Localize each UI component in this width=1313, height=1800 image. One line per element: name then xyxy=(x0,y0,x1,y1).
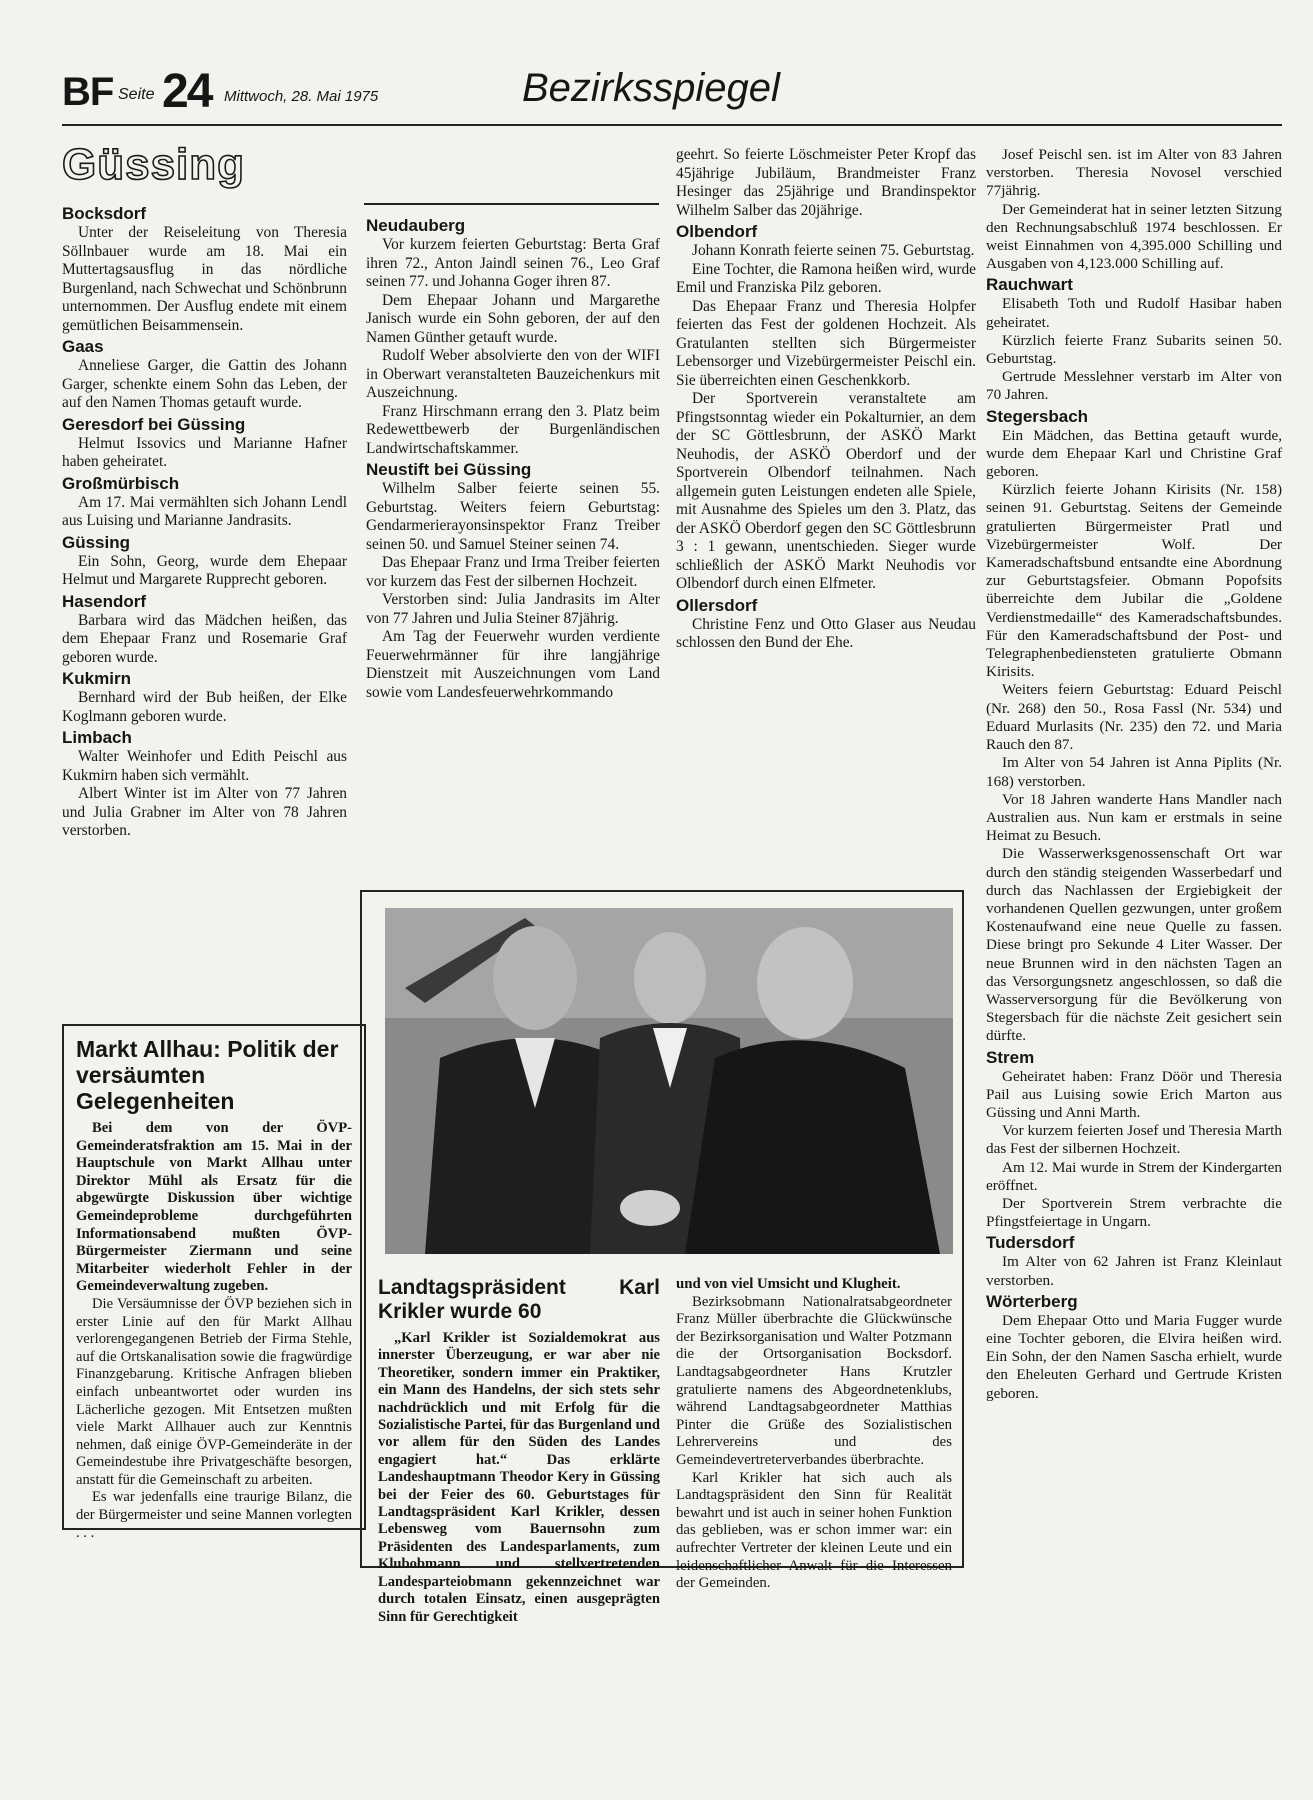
heading-rauchwart: Rauchwart xyxy=(986,275,1073,295)
issue-date: Mittwoch, 28. Mai 1975 xyxy=(224,88,379,105)
text-olbendorf-2: Eine Tochter, die Ramona heißen wird, wurde Emil und Franziska Pilz geboren. xyxy=(676,260,976,296)
heading-geresdorf: Geresdorf bei Güssing xyxy=(62,414,246,434)
heading-hasendorf: Hasendorf xyxy=(62,591,147,611)
text-stegersbach-1: Ein Mädchen, das Bettina getauft wurde, wurde dem Ehepaar Karl und Christine Graf geboren. xyxy=(986,426,1282,481)
text-tudersdorf: Im Alter von 62 Jahren ist Franz Kleinlaut verstorben. xyxy=(986,1253,1282,1289)
text-rauchwart-2: Kürzlich feierte Franz Subarits seinen 50. Geburtstag. xyxy=(986,331,1282,368)
heading-neudauberg: Neudauberg xyxy=(366,216,466,235)
text-continued-death: Josef Peischl sen. ist im Alter von 83 Jahren verstorben. Theresia Novosel verschied 77jährig. xyxy=(986,146,1282,200)
text-neudauberg-4: Franz Hirschmann errang den 3. Platz beim Redewettbewerb der Burgenländischen Landwirtschaftskammer. xyxy=(366,402,660,457)
text-neustift-4: Am Tag der Feuerwehr wurden verdiente Feuerwehrmänner für ihre langjährige Dienstzeit mit Auszeichnungen vom Land sowie vom Landesfeuerwehrkommando xyxy=(366,628,660,701)
article-krikler-paragraph-2: Karl Krikler hat sich auch als Landtagspräsident den Sinn für Realität bewahrt und ist auch in seiner hohen Funktion das geblieben, was er schon immer war: ein aufrechter Vertreter der kleinen Leute und ein leidenschaftlicher Anwalt für die Interessen der Gemeinden. xyxy=(676,1469,952,1592)
box-title: Markt Allhau: Politik der versäumten Gelegenheiten xyxy=(76,1036,339,1114)
heading-tudersdorf: Tudersdorf xyxy=(986,1233,1075,1253)
heading-limbach: Limbach xyxy=(62,728,132,747)
section-title: Bezirksspiegel xyxy=(522,66,780,110)
text-continued-honors: geehrt. So feierte Löschmeister Peter Kropf das 45jährige Jubiläum, Brandmeister Franz Hesinger das 25jährige und Brandinspektor Wilhelm Salber das 20jährige. xyxy=(676,146,976,219)
text-neustift-1: Wilhelm Salber feierte seinen 55. Geburtstag. Weiters feiern Geburtstag: Gendarmerierayonsinspektor Franz Treiber seinen 50. und Samuel Steiner seinen 74. xyxy=(366,480,660,553)
text-limbach-1: Walter Weinhofer und Edith Peischl aus Kukmirn haben sich vermählt. xyxy=(62,748,347,784)
heading-stegersbach: Stegersbach xyxy=(986,406,1089,426)
text-kukmirn: Bernhard wird der Bub heißen, der Elke Koglmann geboren wurde. xyxy=(62,689,347,725)
text-neustift-3: Verstorben sind: Julia Jandrasits im Alter von 77 Jahren und Julia Steiner 87jährig. xyxy=(366,591,660,627)
text-strem-2: Vor kurzem feierten Josef und Theresia Marth das Fest der silbernen Hochzeit. xyxy=(986,1122,1282,1158)
box-lead: Bei dem von der ÖVP-Gemeinderatsfraktion am 15. Mai in der Hauptschule von Markt Allhau unter Direktor Mühl als Ersatz für die abgewürgte Diskussion über wichtige Gemeindeprobleme durchgeführten Informationsabend mußten ÖVP-Bürgermeister Ziermann und seine Mitarbeiter wiederholt Fehler in der Gemeindeverwaltung zugeben. xyxy=(76,1120,352,1295)
text-hasendorf: Barbara wird das Mädchen heißen, das dem Ehepaar Franz und Rosemarie Graf geboren wurde. xyxy=(62,611,347,666)
text-olbendorf-4: Der Sportverein veranstaltete am Pfingstsonntag wieder ein Pokalturnier, an dem der SC Göttlesbrunn, der ASKÖ Markt Neuhodis, der ASKÖ Oberdorf und der Sportverein Olbendorf teilnahmen. Nach allgemein guten Leistungen endeten alle Spiele, mit Ausnahme des Spieles um den 3. Platz, das der ASKÖ Oberdorf gegen den SC Göttlesbrunn 3 : 1 gewann, unentschieden. Sieger wurde schließlich der ASKÖ Markt Neuhodis vor Olbendorf durch einen Elfmeter. xyxy=(676,390,976,592)
text-neustift-2: Das Ehepaar Franz und Irma Treiber feierten vor kurzem das Fest der silbernen Hochzeit. xyxy=(366,554,660,590)
text-limbach-2: Albert Winter ist im Alter von 77 Jahren und Julia Grabner im Alter von 78 Jahren verstorben. xyxy=(62,785,347,839)
text-grossmuerbisch: Am 17. Mai vermählten sich Johann Lendl aus Luising und Marianne Jandrasits. xyxy=(62,493,347,529)
box-paragraph-1: Die Versäumnisse der ÖVP beziehen sich in erster Linie auf den für Markt Allhau verlorengegangenen Betrieb der Firma Stehle, auf die Ortskanalisation sowie die fragwürdige Finanzgebarung. Kritische Anfragen blieben einfach unbeantwortet oder wurden ins Lächerliche gezogen. Mit Entsetzen mußten viele Markt Allhauer auch zur Kenntnis nehmen, daß einige ÖVP-Gemeinderäte in der Gemeindestube ihre Privatgeschäfte besorgen, anstatt für die Gemeinschaft zu arbeiten. xyxy=(76,1295,352,1488)
heading-gaas: Gaas xyxy=(62,337,104,356)
text-stegersbach-6: Die Wasserwerksgenossenschaft Ort war durch den ständig steigenden Wasserbedarf und durch das Nachlassen der Ergiebigkeit der vorhandenen Quellen gezwungen, unter großem Kostenaufwand eine neue Quelle zu fassen. Diese bringt pro Sekunde 4 Liter Wasser. Der neue Brunnen wird in den nächsten Tagen an das Versorgungsnetz angeschlossen, so daß die Wasserversorgung für die Bevölkerung von Stegersbach für die nächste Zeit gesichert sein dürfte. xyxy=(986,845,1282,1045)
article-krikler-paragraph-1: Bezirksobmann Nationalratsabgeordneter Franz Müller überbrachte die Glückwünsche der Bezirksorganisation und Walter Potzmann die der Ortsorganisation Bocksdorf. Landtagsabgeordneter Hans Krutzler gratulierte namens des Abgeordnetenklubs, während Landtagsabgeordneter Matthias Pinter die Grüße des Sozialistischen Lehrervereins und des Gemeindevertreterverbandes überbrachte. xyxy=(676,1293,952,1468)
text-bocksdorf: Unter der Reiseleitung von Theresia Söllnbauer wurde am 18. Mai ein Muttertagsausflug in das nördliche Burgenland, nach Schwechat und Schönbrunn unternommen. Der Ausflug endete mit einem gemütlichen Beisammensein. xyxy=(62,224,347,334)
text-neudauberg-1: Vor kurzem feierten Geburtstag: Berta Graf ihren 72., Anton Jaindl seinen 76., Leo Graf seinen 77. und Johanna Goger ihren 87. xyxy=(366,236,660,290)
district-title: Güssing xyxy=(62,140,246,189)
article-krikler-title: Landtagspräsident Karl Krikler wurde 60 xyxy=(378,1276,660,1323)
article-krikler-lead: „Karl Krikler ist Sozialdemokrat aus innerster Überzeugung, er war aber nie Theoretiker, sondern immer ein Praktiker, ein Mann des Handelns, der sich stets sehr nachdrücklich und mit Erfolg für die Sozialistische Partei, für das Burgenland und vor allem für den Süden des Landes engagiert hat.“ Das erklärte Landeshauptmann Theodor Kery in Güssing bei der Feier des 60. Geburtstages für Landtagspräsident Karl Krikler, dessen Lebensweg vom Bauernsohn zum Präsidenten des Landesparlaments, zum Klubobmann und stellvertretenden Landesparteiobmann gekennzeichnet war durch totalen Einsatz, einen ausgeprägten Sinn für Gerechtigkeit xyxy=(378,1330,660,1625)
heading-bocksdorf: Bocksdorf xyxy=(62,204,147,223)
box-paragraph-2: Es war jedenfalls eine traurige Bilanz, die der Bürgermeister und seine Mannen vorlegten . . . xyxy=(76,1489,352,1541)
text-stegersbach-2: Kürzlich feierte Johann Kirisits (Nr. 158) seinen 91. Geburtstag. Seitens der Gemeinde gratulierten Bürgermeister Pratl und Vizebürgermeister Wolf. Der Kameradschaftsbund entsandte eine Abordnung zur Geburtstagsfeier. Obmann Popofsits überreichte dem Jubilar die „Goldene Verdienstmedaille“ des Kameradschaftsbundes. Für den Kameradschaftsbund der Post- und Telegraphenbediensteten gratulierte Obmann Kirisits. xyxy=(986,481,1282,681)
text-olbendorf-1: Johann Konrath feierte seinen 75. Geburtstag. xyxy=(692,242,975,259)
text-neudauberg-2: Dem Ehepaar Johann und Margarethe Janisch wurde ein Sohn geboren, der auf den Namen Günther getauft wurde. xyxy=(366,291,660,346)
text-rauchwart-1: Elisabeth Toth und Rudolf Hasibar haben geheiratet. xyxy=(986,295,1282,331)
newspaper-logo: BF xyxy=(62,70,114,114)
text-strem-1: Geheiratet haben: Franz Döör und Theresia Pail aus Luising sowie Erich Marton aus Güssing und Anni Marth. xyxy=(986,1067,1282,1121)
article-krikler-left xyxy=(378,1276,660,1626)
heading-guessing: Güssing xyxy=(62,532,131,552)
text-woerterberg: Dem Ehepaar Otto und Maria Fugger wurde eine Tochter geboren, die Elvira heißen wird. Ein Sohn, der den Namen Sascha erhielt, wurde den Eheleuten Gerhard und Gertrude Kristen geboren. xyxy=(986,1311,1282,1402)
text-rauchwart-3: Gertrude Messlehner verstarb im Alter von 70 Jahren. xyxy=(986,368,1282,404)
text-olbendorf-3: Das Ehepaar Franz und Theresia Holpfer feierten das Fest der goldenen Hochzeit. Als Gratulanten stellten sich Bürgermeister Lebensorger und Vizebürgermeister Peischl ein. Sie überreichten einen Geschenkkorb. xyxy=(676,297,976,389)
column-2-top-rule xyxy=(364,203,659,205)
heading-grossmuerbisch: Großmürbisch xyxy=(62,473,180,493)
text-strem-4: Der Sportverein Strem verbrachte die Pfingstfeiertage in Ungarn. xyxy=(986,1194,1282,1231)
heading-olbendorf: Olbendorf xyxy=(676,222,758,241)
text-stegersbach-3: Weiters feiern Geburtstag: Eduard Peischl (Nr. 268) den 50., Rosa Fassl (Nr. 534) und Eduard Murlasits (Nr. 235) den 72. und Maria Rauch den 87. xyxy=(986,681,1282,754)
text-geresdorf: Helmut Issovics und Marianne Hafner haben geheiratet. xyxy=(62,434,347,470)
article-krikler-right xyxy=(676,1276,952,1593)
photo-three-men-handshake xyxy=(385,908,953,1254)
column-1 xyxy=(62,140,347,841)
page-label: Seite xyxy=(118,86,155,103)
heading-ollersdorf: Ollersdorf xyxy=(676,595,758,615)
heading-neustift: Neustift bei Güssing xyxy=(366,460,532,479)
article-krikler-lead-cont: und von viel Umsicht und Klugheit. xyxy=(676,1276,901,1292)
photo-illustration xyxy=(385,908,953,1254)
text-continued-council: Der Gemeinderat hat in seiner letzten Sitzung den Rechnungsabschluß 1974 beschlossen. Er weist Einnahmen von 4,395.000 Schilling und Ausgaben von 4,123.000 Schilling auf. xyxy=(986,200,1282,273)
text-ollersdorf: Christine Fenz und Otto Glaser aus Neudau schlossen den Bund der Ehe. xyxy=(676,615,976,651)
heading-kukmirn: Kukmirn xyxy=(62,669,131,688)
column-3 xyxy=(676,146,976,653)
heading-strem: Strem xyxy=(986,1047,1035,1067)
text-guessing: Ein Sohn, Georg, wurde dem Ehepaar Helmut und Margarete Rupprecht geboren. xyxy=(62,552,347,588)
page-header xyxy=(62,62,1282,124)
page-number: 24 xyxy=(162,65,212,118)
column-4 xyxy=(986,146,1282,1403)
text-strem-3: Am 12. Mai wurde in Strem der Kindergarten eröffnet. xyxy=(986,1158,1282,1194)
header-rule xyxy=(62,124,1282,126)
box-markt-allhau xyxy=(62,1024,366,1541)
text-gaas: Anneliese Garger, die Gattin des Johann Garger, schenkte einem Sohn das Leben, der auf den Namen Thomas getauft wurde. xyxy=(62,357,347,411)
column-2 xyxy=(366,214,660,702)
text-stegersbach-4: Im Alter von 54 Jahren ist Anna Piplits (Nr. 168) verstorben. xyxy=(986,754,1282,790)
text-stegersbach-5: Vor 18 Jahren wanderte Hans Mandler nach Australien aus. Nun kam er erstmals in seine Heimat zu Besuch. xyxy=(986,790,1282,845)
text-neudauberg-3: Rudolf Weber absolvierte den von der WIFI in Oberwart veranstalteten Bauzeichenkurs mit Auszeichnung. xyxy=(366,347,660,401)
heading-woerterberg: Wörterberg xyxy=(986,1291,1078,1311)
